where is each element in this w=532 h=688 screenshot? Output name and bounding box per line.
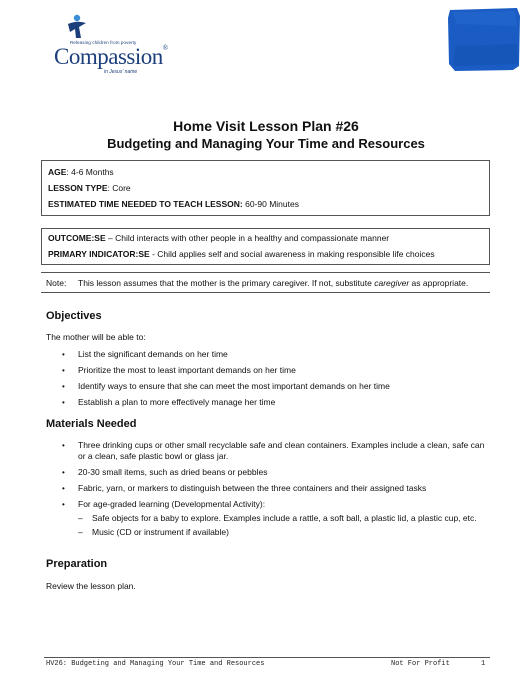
materials-heading: Materials Needed	[46, 418, 137, 430]
blue-brush-block	[447, 6, 521, 72]
logo-in-name: in Jesus' name	[104, 69, 138, 75]
list-item: • 20-30 small items, such as dried beans or pebbles	[62, 467, 268, 477]
list-item: • Prioritize the most to least important demands on her time	[62, 365, 296, 375]
materials-list	[46, 440, 486, 538]
note-divider-top	[41, 272, 490, 273]
age-line: AGE: 4-6 Months	[48, 167, 114, 177]
footer-document-name: HV26: Budgeting and Managing Your Time and Resources	[46, 660, 265, 668]
objectives-heading: Objectives	[46, 310, 102, 322]
sub-list-item: – Safe objects for a baby to explore. Examples include a rattle, a soft ball, a plastic lid, a plastic cup, etc.	[78, 513, 477, 523]
list-item: • Fabric, yarn, or markers to distinguish between the three containers and their assigned tasks	[62, 483, 427, 493]
developmental-activity-list	[78, 513, 486, 538]
primary-indicator-line: PRIMARY INDICATOR:SE - Child applies self and social awareness in making responsible life choices	[48, 249, 435, 259]
page-subtitle: Budgeting and Managing Your Time and Resources	[107, 136, 425, 151]
list-item: • Establish a plan to more effectively manage her time	[62, 397, 276, 407]
list-item: • Identify ways to ensure that she can meet the most important demands on her time	[62, 381, 390, 391]
footer-divider	[44, 657, 490, 658]
estimated-time-line: ESTIMATED TIME NEEDED TO TEACH LESSON: 60-90 Minutes	[48, 199, 299, 209]
note: Note: This lesson assumes that the mother is the primary caregiver. If not, substitute caregiver as appropriate.	[46, 278, 469, 288]
page-title: Home Visit Lesson Plan #26	[173, 118, 359, 134]
lesson-type-line: LESSON TYPE: Core	[48, 183, 131, 193]
footer-page-number: 1	[481, 660, 486, 668]
sub-list-item: – Music (CD or instrument if available)	[78, 527, 229, 537]
list-item: • List the significant demands on her time	[62, 349, 228, 359]
lesson-info-box	[41, 160, 490, 216]
logo-tagline: Releasing children from poverty	[70, 40, 137, 45]
outcome-box	[41, 228, 490, 265]
preparation-text: Review the lesson plan.	[46, 581, 136, 591]
compassion-logo	[52, 14, 172, 74]
objectives-intro: The mother will be able to:	[46, 332, 146, 342]
logo-wordmark: Compassion®	[54, 44, 168, 69]
note-divider-bottom	[41, 292, 490, 293]
child-figure-icon	[66, 14, 88, 40]
objectives-list	[46, 349, 496, 408]
preparation-heading: Preparation	[46, 558, 108, 570]
list-item: • Three drinking cups or other small recyclable safe and clean containers. Examples include a clean, safe can or a clean, safe plastic bowl or glass jar.	[62, 440, 485, 461]
footer-not-for-profit: Not For Profit	[391, 660, 450, 668]
outcome-line: OUTCOME:SE – Child interacts with other people in a healthy and compassionate manner	[48, 233, 390, 243]
list-item: • For age-graded learning (Developmental Activity): – Safe objects for a baby to explore. Examples include a rattle, a soft ball, a plastic lid, a plastic cup, etc. – Music (CD or instrument if available)	[46, 499, 486, 538]
